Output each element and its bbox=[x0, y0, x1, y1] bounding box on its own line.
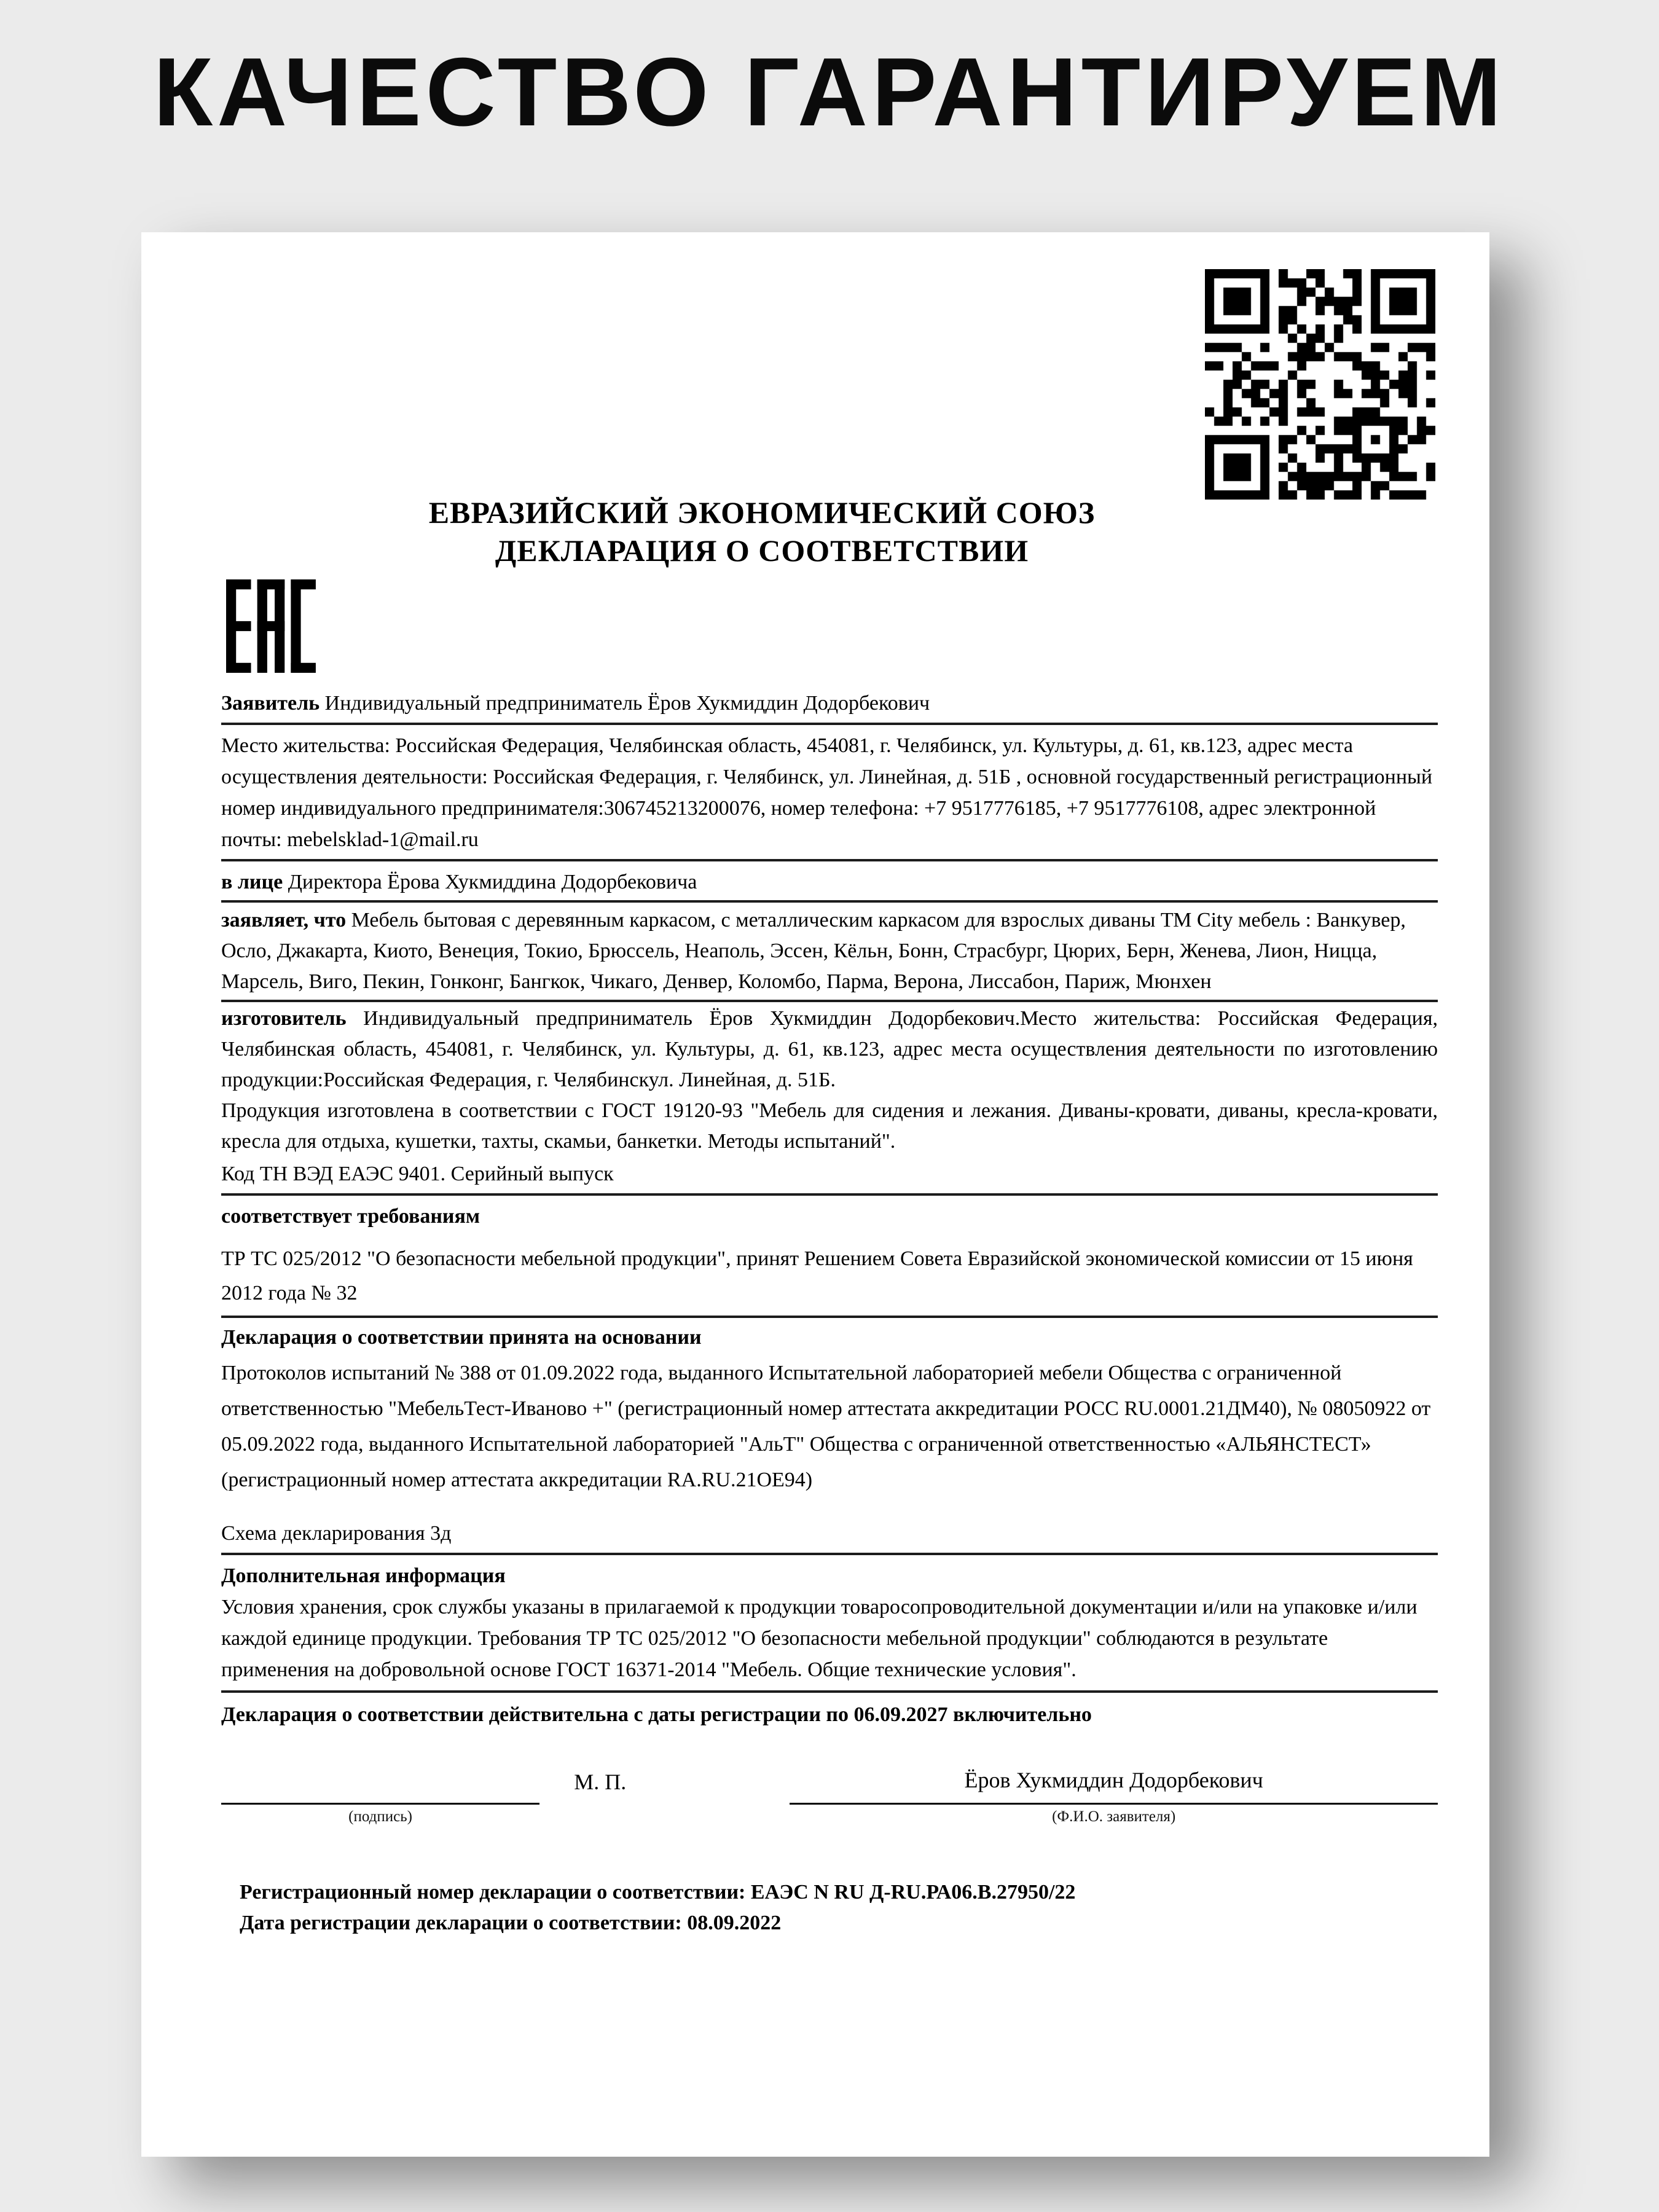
qr-code-icon bbox=[1205, 269, 1435, 500]
declares-label: заявляет, что bbox=[221, 909, 347, 931]
residence-row bbox=[221, 725, 1438, 861]
complies-heading: соответствует требованиям bbox=[221, 1205, 480, 1228]
additional-text: Условия хранения, срок службы указаны в прилагаемой к продукции товаросопроводительной документации и/или на упаковке и/или каждой единице продукции. Требования ТР ТС 025/2012 "О безопасности мебельной продукции" соблюдаются в результате применения на добровольной основе ГОСТ 16371-2014 "Мебель. Общие технические условия". bbox=[221, 1596, 1418, 1681]
gost-production-row bbox=[221, 1096, 1438, 1157]
manufacturer-label: изготовитель bbox=[221, 1007, 347, 1030]
applicant-signature-name: Ёров Хукмиддин Додорбекович bbox=[964, 1768, 1263, 1792]
registration-date-line: Дата регистрации декларации о соответствии: 08.09.2022 bbox=[240, 1912, 782, 1934]
stamp-placeholder: М. П. bbox=[574, 1770, 627, 1794]
validity-row: Декларация о соответствии действительна с даты регистрации по 06.09.2027 включительно bbox=[221, 1703, 1092, 1726]
complies-text: ТР ТС 025/2012 "О безопасности мебельной продукции", принят Решением Совета Евразийской экономической комиссии от 15 июня 2012 года № 32 bbox=[221, 1247, 1413, 1304]
declaration-document bbox=[141, 232, 1489, 2157]
manufacturer-row bbox=[221, 1002, 1438, 1096]
registration-block bbox=[221, 1877, 1438, 1939]
residence-text: Место жительства: Российская Федерация, Челябинская область, 454081, г. Челябинск, ул. Культуры, д. 61, кв.123, адрес места осуществления деятельности: Российская Федерация, г. Челябинск, ул. Линейная, д. 51Б , основной государственный регистрационный номер индивидуального предпринимателя:306745213200076, номер телефона: +7 9517776185, +7 9517776108, адрес электронной почты: mebelsklad-1@mail.ru bbox=[221, 734, 1433, 851]
page-title: КАЧЕСТВО ГАРАНТИРУЕМ bbox=[153, 38, 1506, 146]
signature-block bbox=[221, 1766, 1438, 1829]
scheme-text: Схема декларирования 3д bbox=[221, 1522, 452, 1545]
applicant-row bbox=[221, 688, 1438, 725]
applicant-value: Индивидуальный предприниматель Ёров Хукмиддин Додорбекович bbox=[324, 692, 930, 715]
declares-value: Мебель бытовая с деревянным каркасом, с металлическим каркасом для взрослых диваны ТМ City мебель : Ванкувер, Осло, Джакарта, Киото, Венеция, Токио, Брюссель, Неаполь, Эссен, Кёльн, Бонн, Страсбург, Цюрих, Берн, Женева, Лион, Ницца, Марсель, Виго, Пекин, Гонконг, Бангкок, Чикаго, Денвер, Коломбо, Парма, Верона, Лиссабон, Париж, Мюнхен bbox=[221, 909, 1406, 993]
gost-production-text: Продукция изготовлена в соответствии с ГОСТ 19120-93 "Мебель для сидения и лежания. Диваны-кровати, диваны, кресла-кровати, кресла для отдыха, кушетки, тахты, скамьи, банкетки. Методы испытаний". bbox=[221, 1099, 1438, 1153]
signature-label: (подпись) bbox=[348, 1808, 412, 1825]
registration-number-line: Регистрационный номер декларации о соответствии: ЕАЭС N RU Д-RU.РА06.В.27950/22 bbox=[240, 1881, 1076, 1904]
in-person-label: в лице bbox=[221, 871, 283, 893]
complies-row bbox=[221, 1242, 1438, 1318]
signature-right-column bbox=[790, 1766, 1438, 1829]
basis-text: Протоколов испытаний № 388 от 01.09.2022 года, выданного Испытательной лабораторией мебели Общества с ограниченной ответственностью "МебельТест-Иваново +" (регистрационный номер аттестата аккредитации РОСС RU.0001.21ДМ40), № 08050922 от 05.09.2022 года, выданного Испытательной лабораторией "АльТ" Общества с ограниченной ответственностью «АЛЬЯНСТЕСТ» (регистрационный номер аттестата аккредитации RA.RU.21OE94) bbox=[221, 1362, 1431, 1491]
basis-row bbox=[221, 1355, 1438, 1498]
applicant-label: Заявитель bbox=[221, 692, 320, 715]
eac-logo-icon bbox=[226, 579, 1438, 673]
document-header bbox=[221, 493, 1438, 570]
signature-left-column bbox=[221, 1803, 539, 1829]
manufacturer-value: Индивидуальный предприниматель Ёров Хукмиддин Додорбекович.Место жительства: Российская Федерация, Челябинская область, 454081, г. Челябинск, ул. Культуры, д. 61, кв.123, адрес места осуществления деятельности по изготовлению продукции:Российская Федерация, г. Челябинскул. Линейная, д. 51Б. bbox=[221, 1007, 1438, 1091]
scheme-row bbox=[221, 1518, 1438, 1555]
basis-heading: Декларация о соответствии принята на основании bbox=[221, 1326, 702, 1349]
tn-ved-text: Код ТН ВЭД ЕАЭС 9401. Серийный выпуск bbox=[221, 1163, 614, 1185]
tn-ved-row bbox=[221, 1157, 1438, 1196]
additional-row bbox=[221, 1591, 1438, 1693]
document-header-line1: ЕВРАЗИЙСКИЙ ЭКОНОМИЧЕСКИЙ СОЮЗ bbox=[428, 495, 1096, 530]
fio-label: (Ф.И.О. заявителя) bbox=[1052, 1808, 1176, 1825]
in-person-row bbox=[221, 861, 1438, 903]
document-header-line2: ДЕКЛАРАЦИЯ О СООТВЕТСТВИИ bbox=[495, 533, 1029, 568]
declares-row bbox=[221, 903, 1438, 1002]
additional-heading: Дополнительная информация bbox=[221, 1564, 506, 1587]
in-person-value: Директора Ёрова Хукмиддина Додорбековича bbox=[288, 871, 697, 893]
